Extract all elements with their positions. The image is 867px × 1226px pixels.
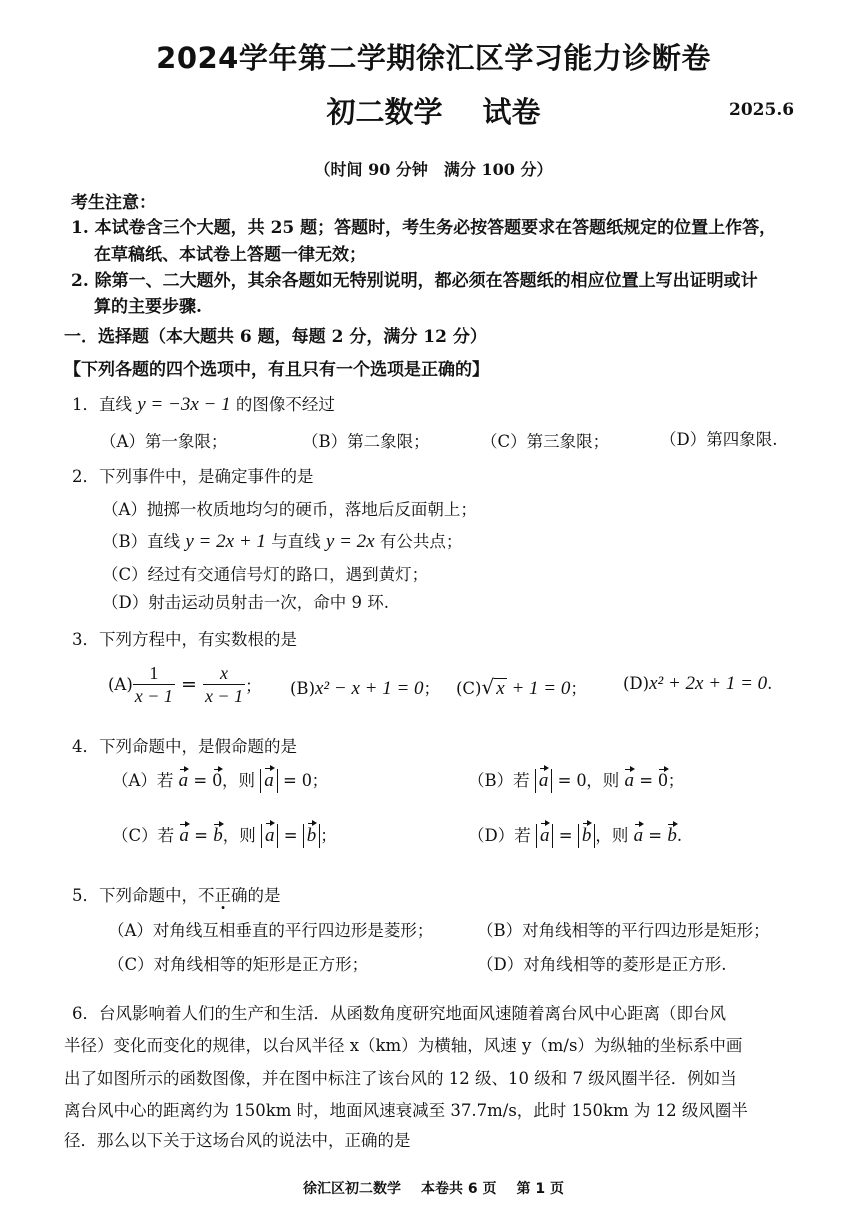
q6-line-4: 离台风中心的距离约为 150km 时，地面风速衰减至 37.7m/s，此时 150km 为 12 级风圈半 <box>64 1101 748 1120</box>
q4-option-a: （A）若 a = 0，则 a = 0； <box>112 770 329 791</box>
exam-title: 2024学年第二学期徐汇区学习能力诊断卷 <box>156 41 711 75</box>
q6-line-1: 6．台风影响着人们的生产和生活．从函数角度研究地面风速随着离台风中心距离（即台风 <box>72 1004 726 1023</box>
question-5-stem: 5．下列命题中，不正确的是 <box>72 886 281 905</box>
q1-equation: y = −3x − 1 <box>137 394 231 415</box>
footer-pages: 本卷共 6 页 <box>421 1181 497 1197</box>
q1-option-c: （C）第三象限； <box>481 432 610 451</box>
section-1-heading: 一．选择题（本大题共 6 题，每题 2 分，满分 12 分） <box>64 327 487 347</box>
q3-option-a: (A) $\frac{1}{x - 1}$ = $\frac{x}{x - 1}$ ； <box>108 663 262 706</box>
q5-option-b: （B）对角线相等的平行四边形是矩形； <box>477 921 770 940</box>
q1-option-a: （A）第一象限； <box>100 432 228 451</box>
notice-item-2-line-1: 2. 除第一、二大题外，其余各题如无特别说明，都必须在答题纸的相应位置上写出证明或计 <box>71 271 758 291</box>
q4-option-c: （C）若 a = b，则 a = b ； <box>112 825 337 846</box>
q5-option-a: （A）对角线互相垂直的平行四边形是菱形； <box>108 921 434 940</box>
footer-page-number: 第 1 页 <box>516 1181 564 1197</box>
q4-option-d: （D）若 a = b ，则 a = b. <box>468 825 683 846</box>
q6-line-5: 径．那么以下关于这场台风的说法中，正确的是 <box>64 1131 411 1150</box>
q1-option-d: （D）第四象限. <box>660 430 778 449</box>
q5-option-d: （D）对角线相等的菱形是正方形. <box>477 955 727 974</box>
notice-item-2-line-2: 算的主要步骤. <box>94 297 202 317</box>
q5-option-c: （C）对角线相等的矩形是正方形； <box>108 955 369 974</box>
question-4-stem: 4．下列命题中，是假命题的是 <box>72 737 297 756</box>
exam-date: 2025.6 <box>729 100 795 120</box>
notice-item-1-line-2: 在草稿纸、本试卷上答题一律无效； <box>94 245 366 265</box>
question-2-stem: 2．下列事件中，是确定事件的是 <box>72 467 314 486</box>
q2-option-d: （D）射击运动员射击一次，命中 9 环. <box>102 593 389 612</box>
q3-option-c: (C)√ x + 1 = 0； <box>456 675 587 699</box>
exam-info: （时间 90 分钟 满分 100 分） <box>314 160 553 179</box>
q3-option-b: (B)x² − x + 1 = 0； <box>290 678 441 699</box>
q6-line-2: 半径）变化而变化的规律，以台风半径 x（km）为横轴，风速 y（m/s）为纵轴的坐标系中画 <box>64 1036 743 1055</box>
notice-item-1-line-1: 1. 本试卷含三个大题，共 25 题；答题时，考生务必按答题要求在答题纸规定的位置上作答， <box>71 218 777 238</box>
question-3-stem: 3．下列方程中，有实数根的是 <box>72 630 297 649</box>
question-1-stem: 1．直线 y = −3x − 1 的图像不经过 <box>72 394 335 415</box>
q3-option-d: (D)x² + 2x + 1 = 0. <box>623 673 773 694</box>
q6-line-3: 出了如图所示的函数图像，并在图中标注了该台风的 12 级、10 级和 7 级风圈半径．例如当 <box>64 1069 737 1088</box>
notice-heading: 考生注意： <box>71 193 156 213</box>
section-1-instruction: 【下列各题的四个选项中，有且只有一个选项是正确的】 <box>64 360 489 380</box>
footer-school: 徐汇区初二数学 <box>303 1181 401 1197</box>
paper-label: 试卷 <box>482 95 541 129</box>
page-footer <box>0 1178 867 1198</box>
subject-label: 初二数学 <box>326 95 443 129</box>
emphasis-dots: 不正确 <box>198 886 248 905</box>
q2-option-a: （A）抛掷一枚质地均匀的硬币，落地后反面朝上； <box>102 500 477 519</box>
q4-option-b: （B）若 a = 0，则 a = 0； <box>468 770 685 791</box>
q1-option-b: （B）第二象限； <box>302 432 430 451</box>
q2-option-b: （B）直线 y = 2x + 1 与直线 y = 2x 有公共点； <box>102 531 463 552</box>
q2-option-c: （C）经过有交通信号灯的路口，遇到黄灯； <box>102 565 429 584</box>
